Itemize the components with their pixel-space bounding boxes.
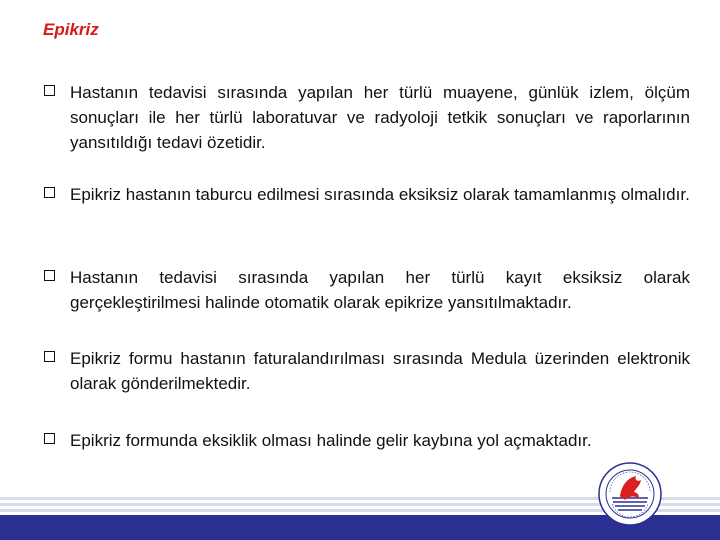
bullet-item [43,428,720,453]
bullet-item [43,182,690,207]
checkbox-square-icon [44,187,55,198]
bullet-item [43,265,690,315]
bullet-item [43,346,690,396]
checkbox-square-icon [44,433,55,444]
bullet-text: Hastanın tedavisi sırasında yapılan her türlü muayene, günlük izlem, ölçüm sonuçları ile her türlü laboratuvar ve radyoloji tetkik sonuçları ve raporlarının yansıtıldığı tedavi özetidir. [70,83,690,152]
bullet-item [43,80,690,155]
checkbox-square-icon [44,351,55,362]
bullet-text: Epikriz formu hastanın faturalandırılması sırasında Medula üzerinden elektronik olarak gönderilmektedir. [70,349,690,393]
checkbox-square-icon [44,85,55,96]
checkbox-square-icon [44,270,55,281]
university-seal-icon [598,462,662,526]
slide-title: Epikriz [43,20,99,39]
bullet-text: Epikriz formunda eksiklik olması halinde gelir kaybına yol açmaktadır. [70,431,592,450]
bullet-text: Epikriz hastanın taburcu edilmesi sırasında eksiksiz olarak tamamlanmış olmalıdır. [70,185,690,204]
bullet-text: Hastanın tedavisi sırasında yapılan her türlü kayıt eksiksiz olarak gerçekleştirilmesi halinde otomatik olarak epikrize yansıtılmaktadır. [70,268,690,312]
